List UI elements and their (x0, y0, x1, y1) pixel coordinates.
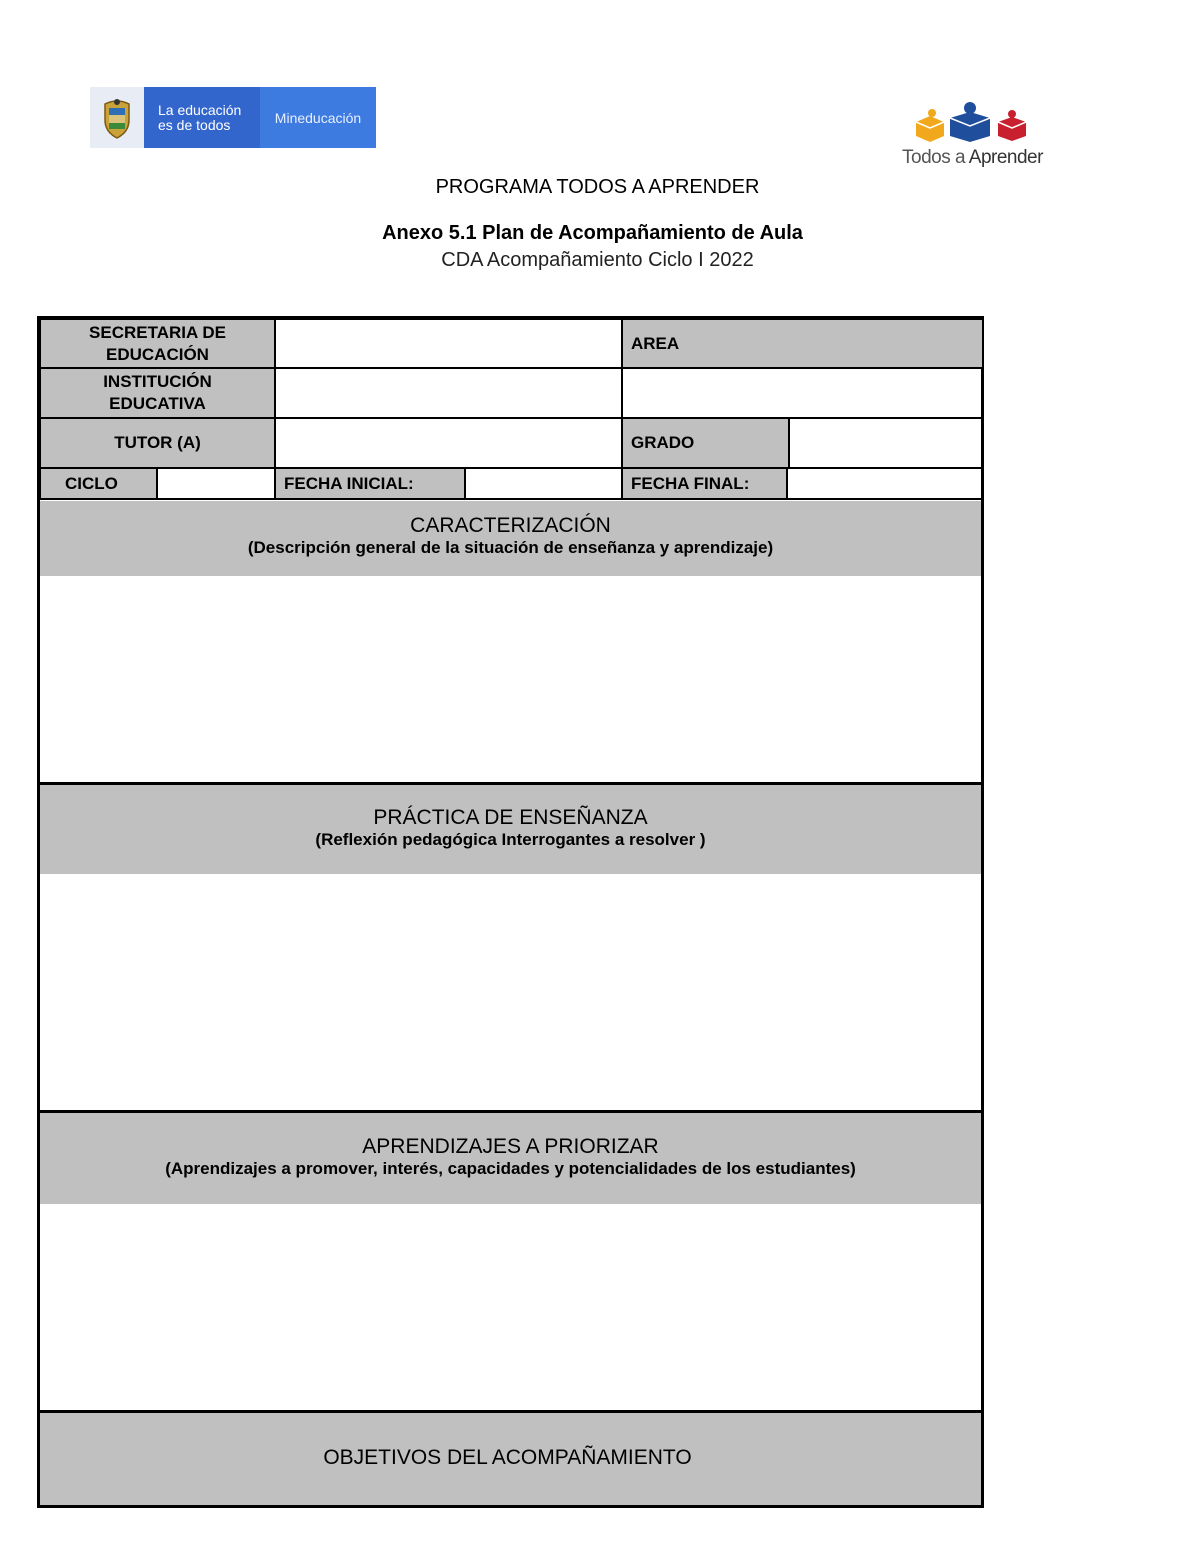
fecha-final-field[interactable] (786, 467, 984, 500)
slogan-line-2: es de todos (158, 116, 231, 133)
ciclo-field[interactable] (156, 467, 276, 500)
accompaniment-form (37, 316, 984, 1508)
slogan-line-1: La educación (158, 101, 242, 118)
aprendizajes-header (40, 1113, 981, 1204)
tutor-label: TUTOR (A) (39, 417, 276, 469)
fecha-final-label: FECHA FINAL: (621, 467, 788, 500)
subtitle: CDA Acompañamiento Ciclo I 2022 (441, 249, 754, 271)
caracterizacion-header (40, 501, 981, 576)
practica-title: PRÁCTICA DE ENSEÑANZA (373, 806, 648, 829)
fecha-inicial-label: FECHA INICIAL: (274, 467, 466, 500)
practica-header (40, 785, 981, 874)
objetivos-title: OBJETIVOS DEL ACOMPAÑAMIENTO (323, 1446, 692, 1469)
area-field[interactable] (621, 367, 984, 419)
grado-field[interactable] (788, 417, 984, 469)
practica-subtitle: (Reflexión pedagógica Interrogantes a resolver ) (315, 830, 706, 849)
fecha-inicial-field[interactable] (464, 467, 623, 500)
tutor-field[interactable] (274, 417, 623, 469)
area-label: AREA (621, 318, 984, 369)
caracterizacion-body[interactable] (40, 576, 981, 783)
ciclo-label: CICLO (39, 467, 158, 500)
institucion-field[interactable] (274, 367, 623, 419)
annex-title: Anexo 5.1 Plan de Acompañamiento de Aula (382, 222, 803, 244)
aprendizajes-subtitle: (Aprendizajes a promover, interés, capacidades y potencialidades de los estudiantes) (165, 1159, 856, 1178)
grado-label: GRADO (621, 417, 790, 469)
secretaria-field[interactable] (274, 318, 623, 369)
caracterizacion-title: CARACTERIZACIÓN (410, 514, 611, 537)
objetivos-header (40, 1413, 981, 1505)
coat-of-arms-icon (90, 87, 144, 148)
todos-a-aprender-logo (900, 100, 1043, 172)
secretaria-label: SECRETARIA DE EDUCACIÓN (39, 318, 276, 369)
aprendizajes-body[interactable] (40, 1204, 981, 1411)
aprendizajes-title: APRENDIZAJES A PRIORIZAR (362, 1135, 659, 1158)
cubes-icon (900, 100, 1040, 146)
mineducacion-logo (90, 87, 376, 148)
practica-body[interactable] (40, 874, 981, 1111)
program-title: PROGRAMA TODOS A APRENDER (435, 176, 760, 198)
logo-text: Todos a Aprender (902, 147, 1043, 168)
caracterizacion-subtitle: (Descripción general de la situación de enseñanza y aprendizaje) (247, 538, 774, 557)
institucion-label: INSTITUCIÓN EDUCATIVA (39, 367, 276, 419)
slogan (144, 87, 260, 148)
ministry-name: Mineducación (260, 87, 376, 148)
